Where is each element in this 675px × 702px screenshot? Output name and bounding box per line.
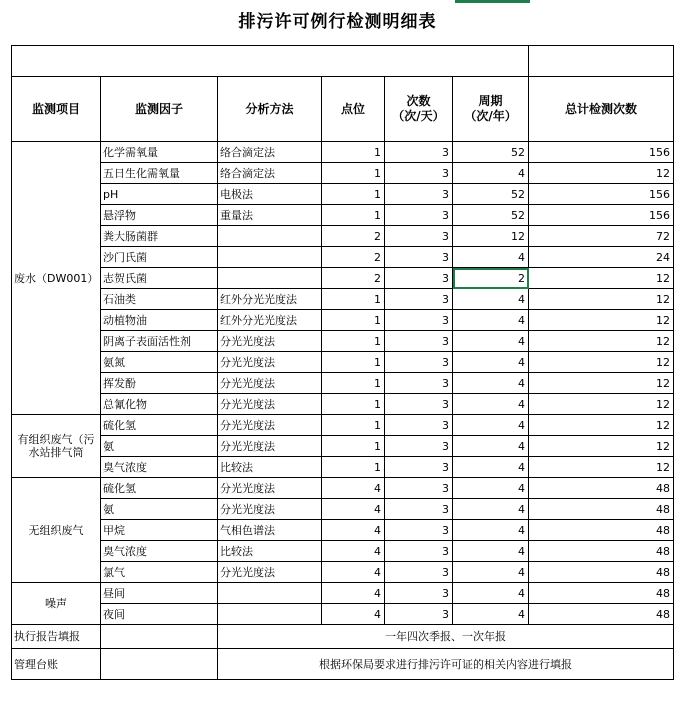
- table-row: [12, 226, 674, 247]
- points-cell[interactable]: 1: [322, 205, 385, 226]
- times-cell[interactable]: 3: [385, 457, 453, 478]
- table-row: [12, 499, 674, 520]
- period-cell[interactable]: 4: [453, 541, 529, 562]
- method-cell[interactable]: 分光光度法: [218, 394, 322, 415]
- total-cell[interactable]: 48: [529, 604, 674, 625]
- method-cell[interactable]: 络合滴定法: [218, 142, 322, 163]
- factor-cell[interactable]: 挥发酚: [101, 373, 218, 394]
- factor-cell[interactable]: 动植物油: [101, 310, 218, 331]
- blank-row: [12, 46, 674, 77]
- header-times-line1: 次数: [406, 94, 431, 108]
- period-cell[interactable]: 4: [453, 457, 529, 478]
- period-cell[interactable]: 52: [453, 142, 529, 163]
- period-cell[interactable]: 4: [453, 562, 529, 583]
- table-row: [12, 520, 674, 541]
- period-cell[interactable]: 4: [453, 520, 529, 541]
- method-cell[interactable]: 分光光度法: [218, 331, 322, 352]
- times-cell[interactable]: 3: [385, 310, 453, 331]
- method-cell[interactable]: 比较法: [218, 541, 322, 562]
- factor-cell[interactable]: 氯气: [101, 562, 218, 583]
- total-cell[interactable]: 12: [529, 352, 674, 373]
- table-row: [12, 478, 674, 499]
- table-row: [12, 583, 674, 604]
- factor-cell[interactable]: 氨氮: [101, 352, 218, 373]
- table-row: [12, 310, 674, 331]
- ledger-gap[interactable]: [101, 649, 218, 680]
- period-cell[interactable]: 4: [453, 310, 529, 331]
- header-period-line2: （次/年）: [464, 109, 517, 123]
- period-cell[interactable]: 4: [453, 436, 529, 457]
- total-cell[interactable]: 12: [529, 457, 674, 478]
- points-cell[interactable]: 1: [322, 331, 385, 352]
- points-cell[interactable]: 4: [322, 541, 385, 562]
- times-cell[interactable]: 3: [385, 562, 453, 583]
- factor-cell[interactable]: 总氰化物: [101, 394, 218, 415]
- sheet-title: 排污许可例行检测明细表: [238, 12, 437, 32]
- ledger-value[interactable]: 根据环保局要求进行排污许可证的相关内容进行填报: [218, 649, 674, 680]
- total-cell[interactable]: 12: [529, 268, 674, 289]
- times-cell[interactable]: 3: [385, 541, 453, 562]
- period-cell[interactable]: 4: [453, 478, 529, 499]
- factor-cell[interactable]: 硫化氢: [101, 415, 218, 436]
- points-cell[interactable]: 1: [322, 457, 385, 478]
- total-cell[interactable]: 48: [529, 541, 674, 562]
- report-label[interactable]: 执行报告填报: [12, 625, 101, 649]
- points-cell[interactable]: 4: [322, 604, 385, 625]
- points-cell[interactable]: 4: [322, 520, 385, 541]
- factor-cell[interactable]: 石油类: [101, 289, 218, 310]
- method-cell[interactable]: 分光光度法: [218, 352, 322, 373]
- points-cell[interactable]: 1: [322, 373, 385, 394]
- times-cell[interactable]: 3: [385, 436, 453, 457]
- factor-cell[interactable]: 沙门氏菌: [101, 247, 218, 268]
- header-factor[interactable]: 监测因子: [101, 77, 218, 142]
- total-cell[interactable]: 12: [529, 289, 674, 310]
- group-cell-wastewater[interactable]: 废水（DW001）: [12, 142, 101, 415]
- points-cell[interactable]: 2: [322, 247, 385, 268]
- total-cell[interactable]: 72: [529, 226, 674, 247]
- total-cell[interactable]: 48: [529, 499, 674, 520]
- monitoring-table: [11, 45, 674, 680]
- table-row: [12, 142, 674, 163]
- factor-cell[interactable]: 硫化氢: [101, 478, 218, 499]
- method-cell[interactable]: 气相色谱法: [218, 520, 322, 541]
- total-cell[interactable]: 48: [529, 520, 674, 541]
- total-cell[interactable]: 48: [529, 478, 674, 499]
- table-row: [12, 268, 674, 289]
- points-cell[interactable]: 1: [322, 310, 385, 331]
- table-row: [12, 604, 674, 625]
- total-cell[interactable]: 156: [529, 205, 674, 226]
- points-cell[interactable]: 2: [322, 268, 385, 289]
- total-cell[interactable]: 12: [529, 163, 674, 184]
- group-cell-unorganized_gas[interactable]: 无组织废气: [12, 478, 101, 583]
- table-row: [12, 415, 674, 436]
- factor-cell[interactable]: 阴离子表面活性剂: [101, 331, 218, 352]
- selection-indicator: [455, 0, 530, 3]
- table-row: [12, 541, 674, 562]
- times-cell[interactable]: 3: [385, 289, 453, 310]
- header-period[interactable]: [453, 77, 529, 142]
- period-cell[interactable]: 4: [453, 499, 529, 520]
- times-cell[interactable]: 3: [385, 142, 453, 163]
- method-cell[interactable]: 电极法: [218, 184, 322, 205]
- period-cell[interactable]: 52: [453, 184, 529, 205]
- period-cell[interactable]: 4: [453, 373, 529, 394]
- factor-cell[interactable]: 粪大肠菌群: [101, 226, 218, 247]
- period-cell[interactable]: 12: [453, 226, 529, 247]
- times-cell[interactable]: 3: [385, 184, 453, 205]
- factor-cell[interactable]: 氨: [101, 499, 218, 520]
- table-row: [12, 373, 674, 394]
- points-cell[interactable]: 1: [322, 436, 385, 457]
- factor-cell[interactable]: 夜间: [101, 604, 218, 625]
- method-cell[interactable]: 分光光度法: [218, 415, 322, 436]
- points-cell[interactable]: 4: [322, 478, 385, 499]
- header-points[interactable]: 点位: [322, 77, 385, 142]
- times-cell[interactable]: 3: [385, 331, 453, 352]
- header-period-line1: 周期: [478, 94, 503, 108]
- header-total[interactable]: 总计检测次数: [529, 77, 674, 142]
- report-gap[interactable]: [101, 625, 218, 649]
- factor-cell[interactable]: 甲烷: [101, 520, 218, 541]
- times-cell[interactable]: 3: [385, 268, 453, 289]
- points-cell[interactable]: 4: [322, 583, 385, 604]
- points-cell[interactable]: 1: [322, 142, 385, 163]
- method-cell[interactable]: [218, 583, 322, 604]
- table-row: [12, 163, 674, 184]
- table-row: [12, 394, 674, 415]
- report-value[interactable]: 一年四次季报、一次年报: [218, 625, 674, 649]
- times-cell[interactable]: 3: [385, 373, 453, 394]
- table-row: [12, 184, 674, 205]
- times-cell[interactable]: 3: [385, 247, 453, 268]
- factor-cell[interactable]: 志贺氏菌: [101, 268, 218, 289]
- points-cell[interactable]: 1: [322, 289, 385, 310]
- group-cell-organized_gas[interactable]: 有组织废气（污水站排气筒: [12, 415, 101, 478]
- method-cell[interactable]: 重量法: [218, 205, 322, 226]
- table-row: [12, 205, 674, 226]
- method-cell[interactable]: [218, 268, 322, 289]
- points-cell[interactable]: 1: [322, 394, 385, 415]
- table-row: [12, 247, 674, 268]
- period-cell[interactable]: 4: [453, 604, 529, 625]
- factor-cell[interactable]: 化学需氧量: [101, 142, 218, 163]
- header-item[interactable]: 监测项目: [12, 77, 101, 142]
- method-cell[interactable]: [218, 247, 322, 268]
- total-cell[interactable]: 48: [529, 583, 674, 604]
- total-cell[interactable]: 48: [529, 562, 674, 583]
- table-row: [12, 289, 674, 310]
- table-row: [12, 457, 674, 478]
- total-cell[interactable]: 156: [529, 184, 674, 205]
- factor-cell[interactable]: 五日生化需氧量: [101, 163, 218, 184]
- total-cell[interactable]: 12: [529, 436, 674, 457]
- method-cell[interactable]: 红外分光光度法: [218, 289, 322, 310]
- total-cell[interactable]: 156: [529, 142, 674, 163]
- period-cell[interactable]: 4: [453, 289, 529, 310]
- times-cell[interactable]: 3: [385, 583, 453, 604]
- points-cell[interactable]: 4: [322, 499, 385, 520]
- points-cell[interactable]: 1: [322, 352, 385, 373]
- period-cell[interactable]: 4: [453, 352, 529, 373]
- times-cell[interactable]: 3: [385, 499, 453, 520]
- times-cell[interactable]: 3: [385, 226, 453, 247]
- header-times[interactable]: [385, 77, 453, 142]
- table-row: [12, 436, 674, 457]
- times-cell[interactable]: 3: [385, 604, 453, 625]
- times-cell[interactable]: 3: [385, 520, 453, 541]
- header-method[interactable]: 分析方法: [218, 77, 322, 142]
- method-cell[interactable]: 分光光度法: [218, 499, 322, 520]
- times-cell[interactable]: 3: [385, 394, 453, 415]
- method-cell[interactable]: 红外分光光度法: [218, 310, 322, 331]
- points-cell[interactable]: 1: [322, 163, 385, 184]
- period-cell[interactable]: 4: [453, 394, 529, 415]
- method-cell[interactable]: 络合滴定法: [218, 163, 322, 184]
- points-cell[interactable]: 2: [322, 226, 385, 247]
- group-cell-noise[interactable]: 噪声: [12, 583, 101, 625]
- method-cell[interactable]: 比较法: [218, 457, 322, 478]
- times-cell[interactable]: 3: [385, 415, 453, 436]
- period-cell[interactable]: 2: [453, 268, 529, 289]
- factor-cell[interactable]: pH: [101, 184, 218, 205]
- factor-cell[interactable]: 悬浮物: [101, 205, 218, 226]
- ledger-label[interactable]: 管理台账: [12, 649, 101, 680]
- total-cell[interactable]: 24: [529, 247, 674, 268]
- total-cell[interactable]: 12: [529, 394, 674, 415]
- method-cell[interactable]: 分光光度法: [218, 373, 322, 394]
- table-row: [12, 331, 674, 352]
- method-cell[interactable]: 分光光度法: [218, 478, 322, 499]
- method-cell[interactable]: 分光光度法: [218, 436, 322, 457]
- header-row: [12, 77, 674, 142]
- report-row: [12, 625, 674, 649]
- times-cell[interactable]: 3: [385, 352, 453, 373]
- table-row: [12, 562, 674, 583]
- method-cell[interactable]: [218, 604, 322, 625]
- period-cell[interactable]: 4: [453, 415, 529, 436]
- ledger-row: [12, 649, 674, 680]
- period-cell[interactable]: 52: [453, 205, 529, 226]
- times-cell[interactable]: 3: [385, 163, 453, 184]
- total-cell[interactable]: 12: [529, 310, 674, 331]
- points-cell[interactable]: 1: [322, 415, 385, 436]
- method-cell[interactable]: 分光光度法: [218, 562, 322, 583]
- period-cell[interactable]: 4: [453, 247, 529, 268]
- factor-cell[interactable]: 臭气浓度: [101, 541, 218, 562]
- method-cell[interactable]: [218, 226, 322, 247]
- blank-cell[interactable]: [12, 46, 529, 77]
- period-cell[interactable]: 4: [453, 331, 529, 352]
- factor-cell[interactable]: 昼间: [101, 583, 218, 604]
- times-cell[interactable]: 3: [385, 205, 453, 226]
- total-cell[interactable]: 12: [529, 415, 674, 436]
- points-cell[interactable]: 1: [322, 184, 385, 205]
- factor-cell[interactable]: 臭气浓度: [101, 457, 218, 478]
- period-cell[interactable]: 4: [453, 163, 529, 184]
- points-cell[interactable]: 4: [322, 562, 385, 583]
- times-cell[interactable]: 3: [385, 478, 453, 499]
- total-cell[interactable]: 12: [529, 373, 674, 394]
- total-cell[interactable]: 12: [529, 331, 674, 352]
- table-row: [12, 352, 674, 373]
- blank-cell[interactable]: [529, 46, 674, 77]
- period-cell[interactable]: 4: [453, 583, 529, 604]
- factor-cell[interactable]: 氨: [101, 436, 218, 457]
- header-times-line2: （次/天）: [392, 109, 445, 123]
